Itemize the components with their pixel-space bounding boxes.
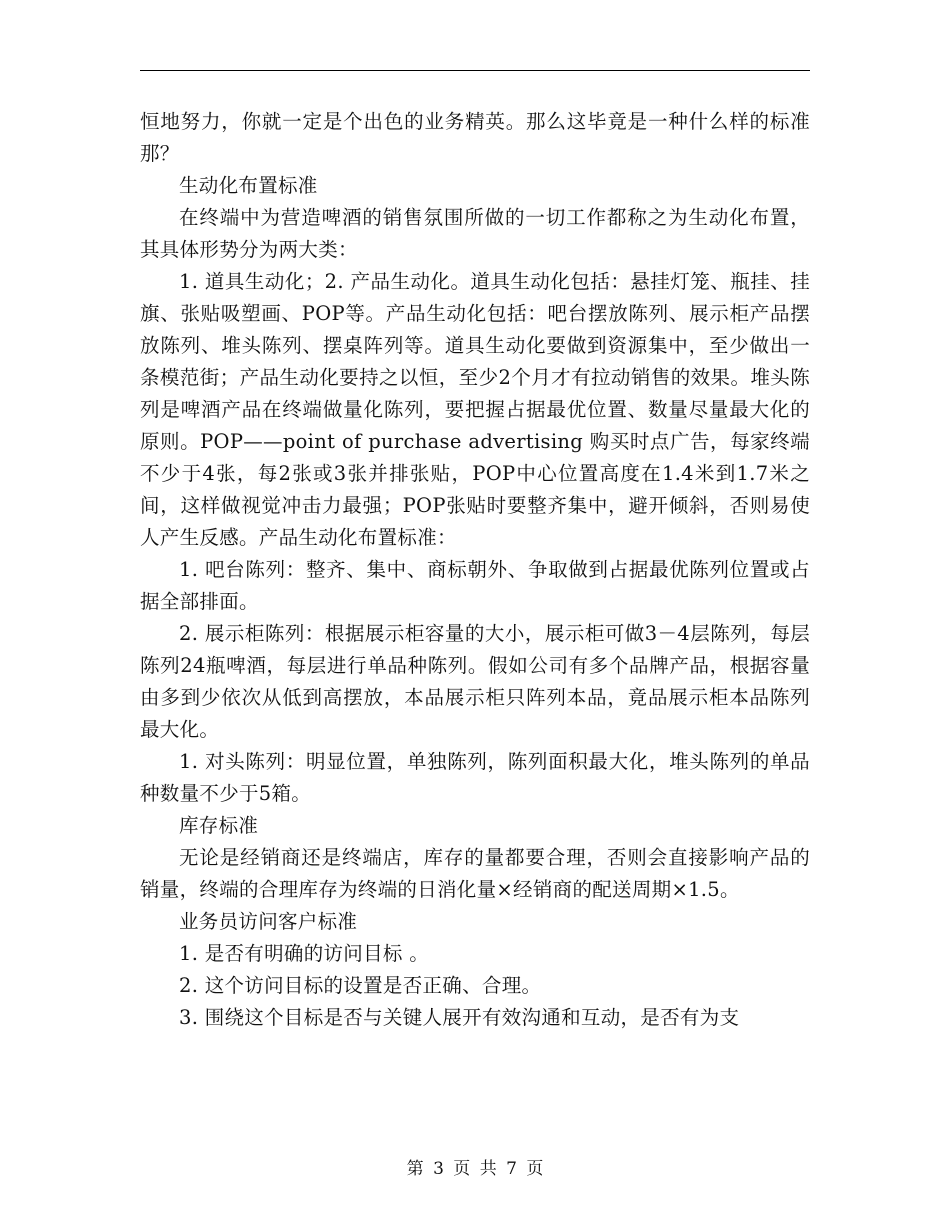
paragraph: 业务员访问客户标准 <box>179 910 358 933</box>
paragraph: 在终端中为营造啤酒的销售氛围所做的一切工作都称之为生动化布置，其具体形势分为两大类： <box>140 206 810 261</box>
header-rule <box>140 70 810 71</box>
paragraph: 1. 道具生动化；2. 产品生动化。道具生动化包括：悬挂灯笼、瓶挂、挂旗、张贴吸塑画、POP等。产品生动化包括：吧台摆放陈列、展示柜产品摆放陈列、堆头陈列、摆桌阵列等。道具生动化要做到资源集中，至少做出一条模范街；产品生动化要持之以恒，至少2个月才有拉动销售的效果。堆头陈列是啤酒产品在终端做量化陈列，要把握占据最优位置、数量尽量最大化的原则。POP——point of purchase advertising 购买时点广告，每家终端不少于4张，每2张或3张并排张贴，POP中心位置高度在1.4米到1.7米之间，这样做视觉冲击力最强；POP张贴时要整齐集中，避开倾斜，否则易使人产生反感。产品生动化布置标准： <box>140 270 810 549</box>
paragraph: 2. 展示柜陈列：根据展示柜容量的大小，展示柜可做3－4层陈列，每层陈列24瓶啤酒，每层进行单品种陈列。假如公司有多个品牌产品，根据容量由多到少依次从低到高摆放，本品展示柜只阵列本品，竟品展示柜本品陈列最大化。 <box>140 622 810 741</box>
paragraph: 3. 围绕这个目标是否与关键人展开有效沟通和互动，是否有为支 <box>179 1006 740 1029</box>
paragraph: 生动化布置标准 <box>179 174 318 197</box>
document-body <box>140 106 810 1034</box>
paragraph: 1. 吧台陈列：整齐、集中、商标朝外、争取做到占据最优陈列位置或占据全部排面。 <box>140 558 810 613</box>
paragraph: 恒地努力，你就一定是个出色的业务精英。那么这毕竟是一种什么样的标准那？ <box>140 110 810 165</box>
paragraph: 库存标准 <box>179 814 259 837</box>
paragraph: 1. 对头陈列：明显位置，单独陈列，陈列面积最大化，堆头陈列的单品种数量不少于5箱。 <box>140 750 810 805</box>
paragraph: 2. 这个访问目标的设置是否正确、合理。 <box>179 974 542 997</box>
paragraph: 1. 是否有明确的访问目标 。 <box>179 942 430 965</box>
page-footer: 第 3 页 共 7 页 <box>406 1159 544 1179</box>
paragraph: 无论是经销商还是终端店，库存的量都要合理，否则会直接影响产品的销量，终端的合理库存为终端的日消化量×经销商的配送周期×1.5。 <box>140 846 810 901</box>
